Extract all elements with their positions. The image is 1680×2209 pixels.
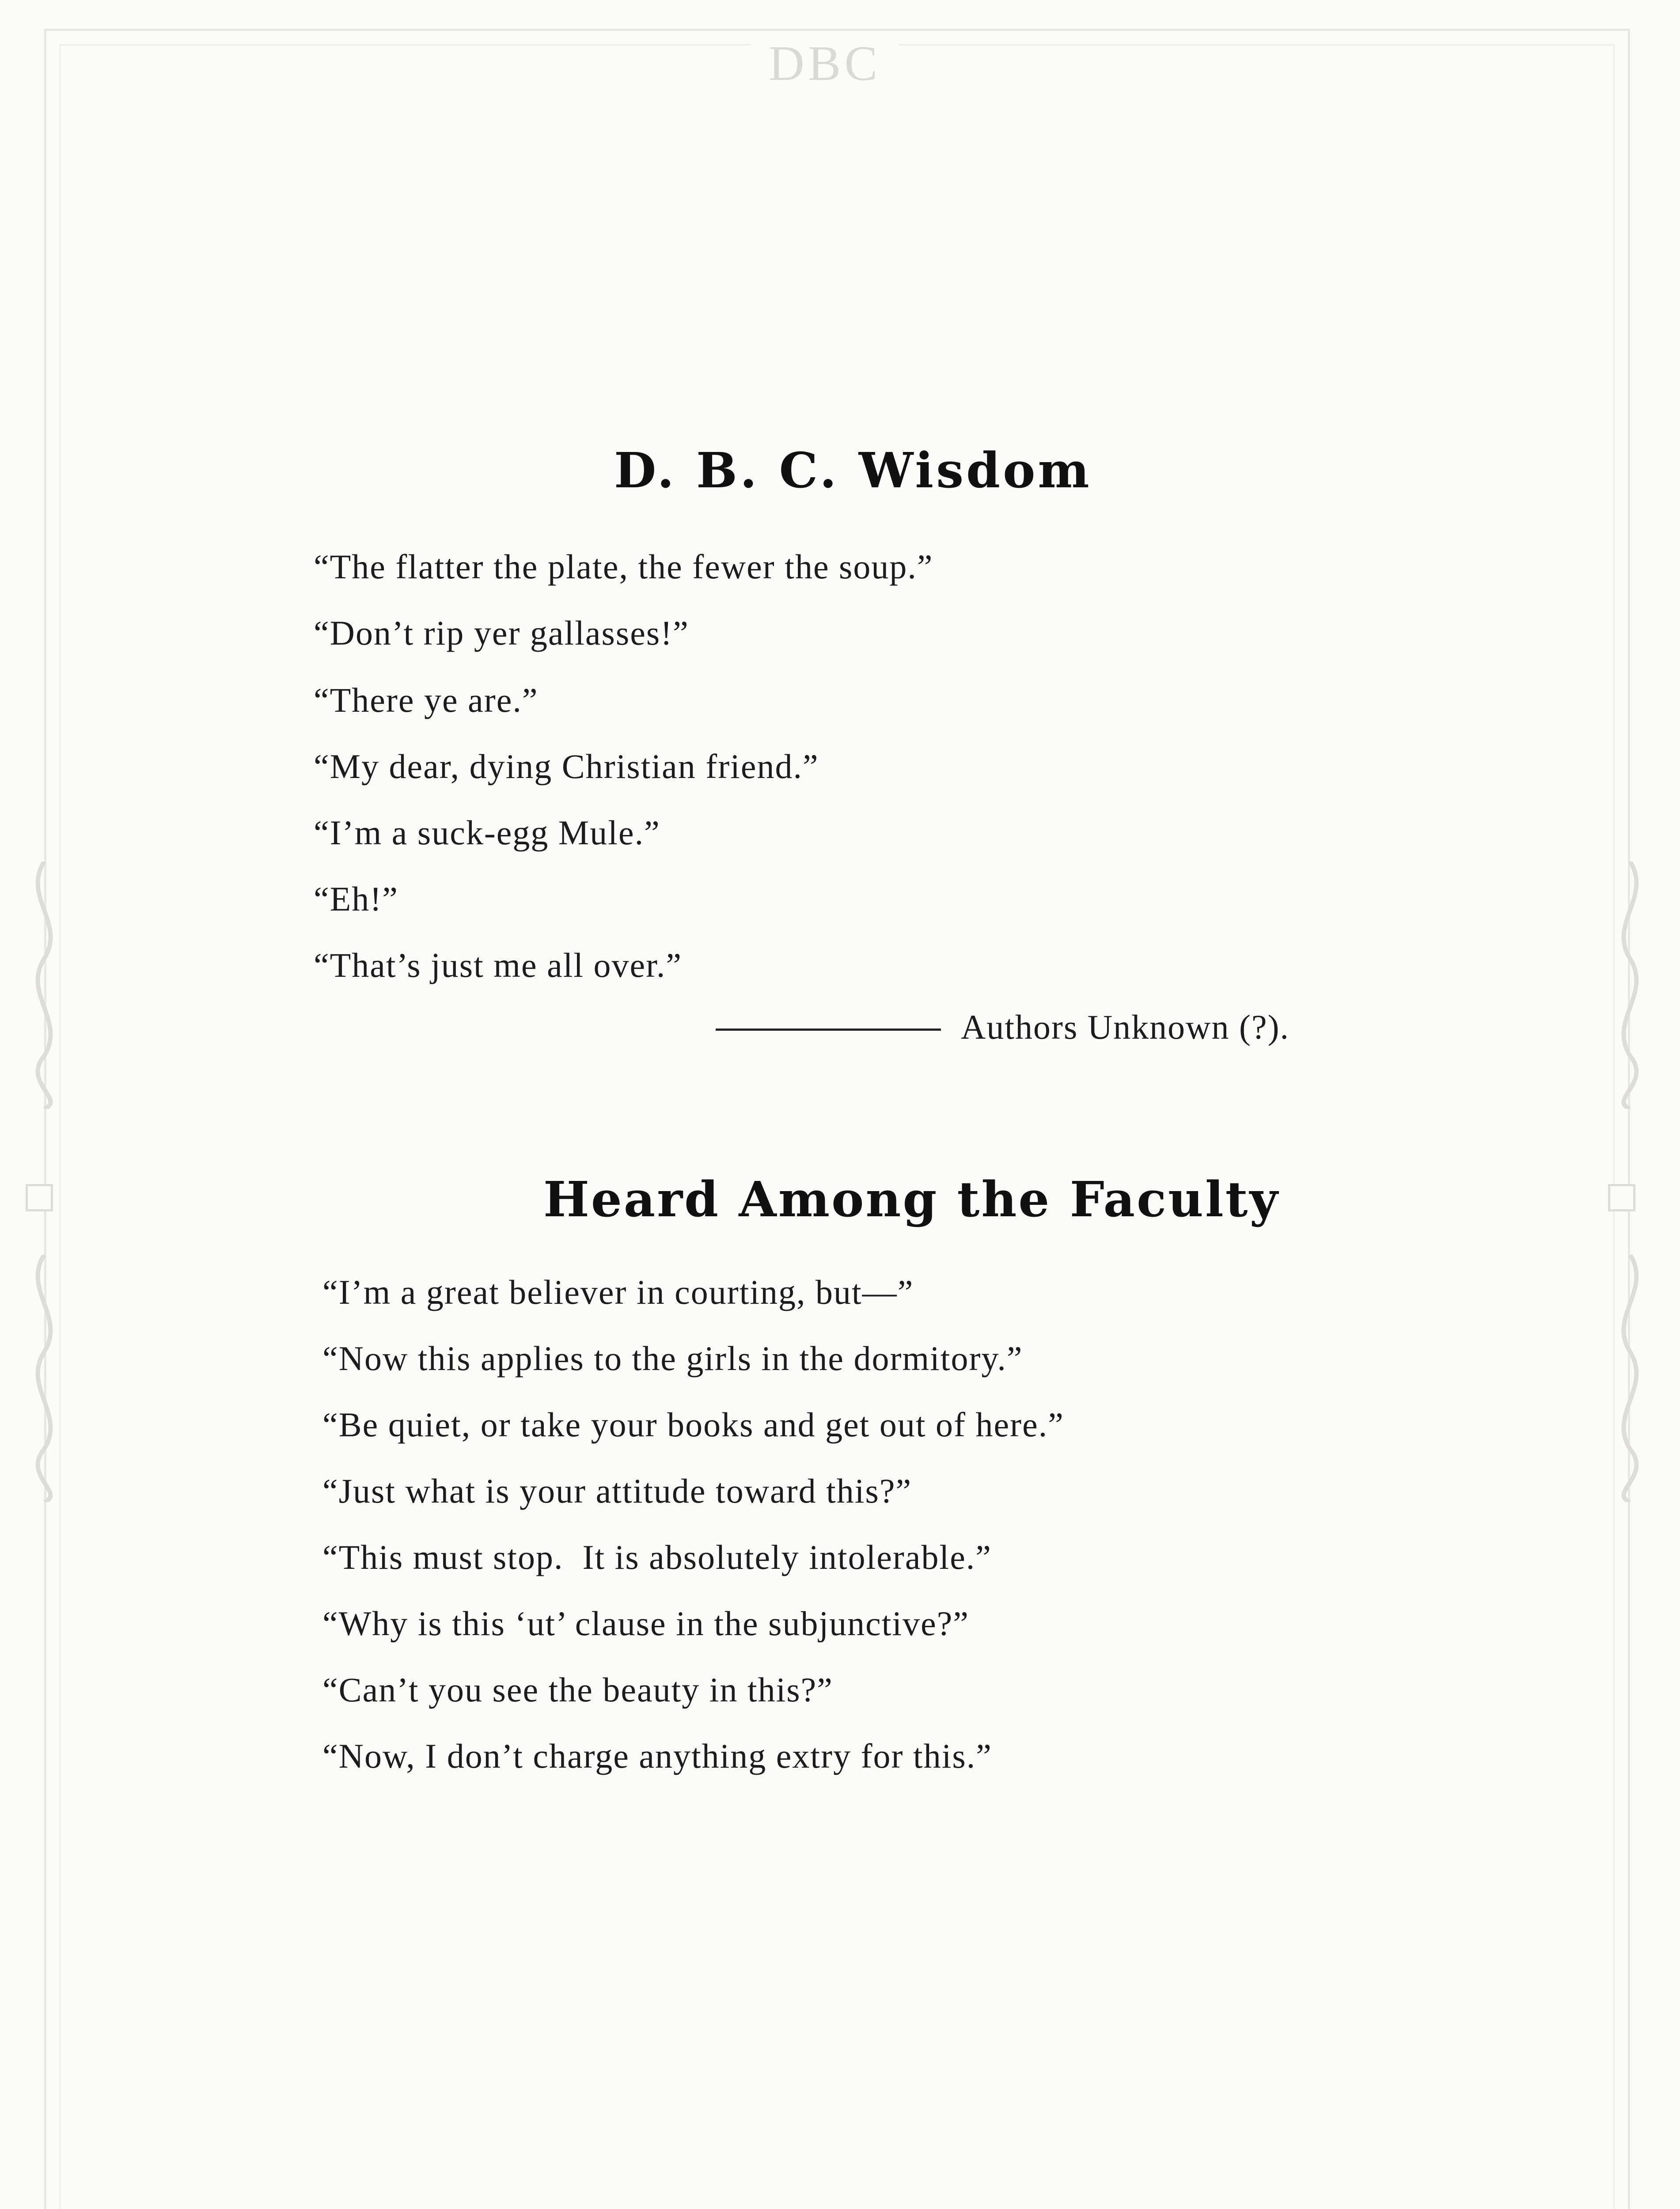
wisdom-quote: “There ye are.” [314, 681, 539, 719]
frame-left-square-ornament [26, 1184, 53, 1211]
faculty-quote: “I’m a great believer in courting, but—” [322, 1273, 914, 1311]
faculty-quote: “Be quiet, or take your books and get out of here.” [322, 1405, 1064, 1444]
wisdom-quote: “Eh!” [314, 880, 398, 918]
frame-right-square-ornament [1608, 1184, 1635, 1211]
left-ribbon-ornament-upper [18, 862, 71, 1109]
frame-header-monogram: DBC [751, 35, 899, 92]
attribution-dash-rule [716, 1029, 941, 1031]
faculty-quote: “Now this applies to the girls in the dormitory.” [322, 1339, 1023, 1378]
faculty-quote: “Why is this ‘ut’ clause in the subjunctive?” [322, 1604, 969, 1643]
wisdom-quote: “I’m a suck-egg Mule.” [314, 813, 660, 852]
decorative-frame-inner [60, 44, 1615, 2209]
right-ribbon-ornament-lower [1604, 1255, 1657, 1502]
left-ribbon-ornament-lower [18, 1255, 71, 1502]
wisdom-section-title: D. B. C. Wisdom [614, 442, 1092, 499]
faculty-quote: “Can’t you see the beauty in this?” [322, 1670, 833, 1709]
wisdom-attribution: Authors Unknown (?). [961, 1008, 1290, 1046]
wisdom-quote: “Don’t rip yer gallasses!” [314, 614, 689, 652]
faculty-quote: “Now, I don’t charge anything extry for this.” [322, 1737, 992, 1775]
faculty-section-title: Heard Among the Faculty [543, 1171, 1280, 1228]
faculty-quote: “Just what is your attitude toward this?” [322, 1472, 912, 1510]
faculty-quote: “This must stop. It is absolutely intolerable.” [322, 1538, 992, 1576]
right-ribbon-ornament-upper [1604, 862, 1657, 1109]
wisdom-quote: “My dear, dying Christian friend.” [314, 747, 819, 786]
wisdom-quote: “That’s just me all over.” [314, 946, 682, 984]
wisdom-quote: “The flatter the plate, the fewer the soup.” [314, 547, 933, 586]
